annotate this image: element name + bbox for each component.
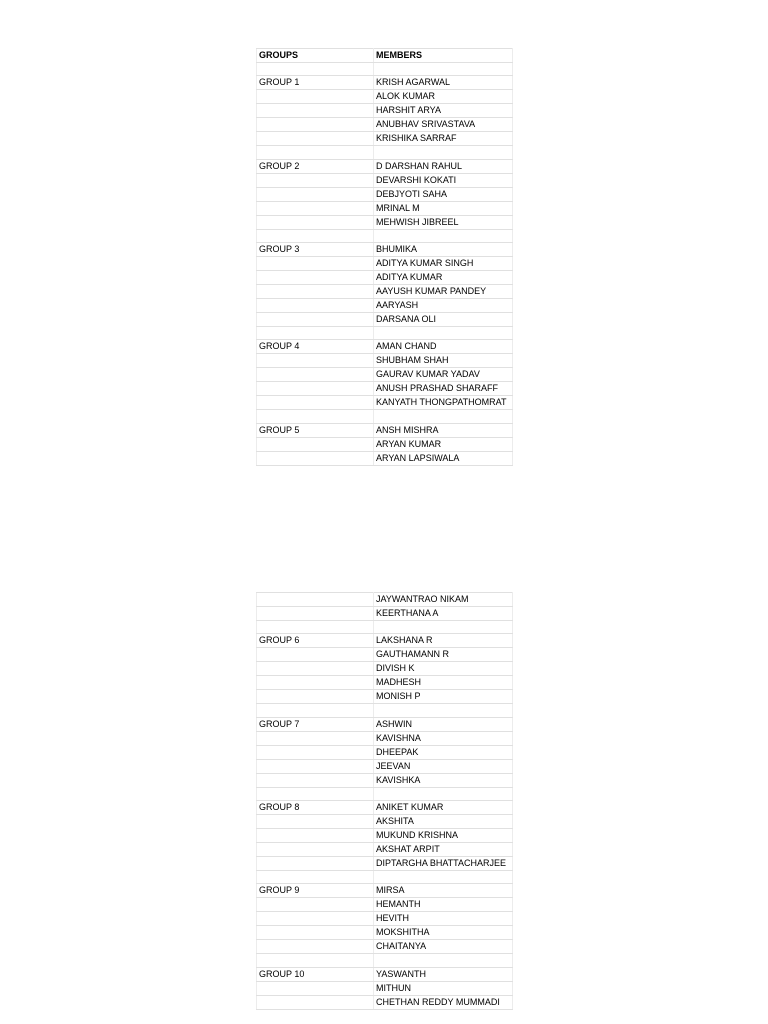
table-row bbox=[257, 648, 513, 662]
member-cell: HARSHIT ARYA bbox=[374, 104, 513, 118]
member-cell: DARSANA OLI bbox=[374, 313, 513, 327]
member-cell: MUKUND KRISHNA bbox=[374, 829, 513, 843]
group-cell bbox=[257, 437, 374, 451]
table-row bbox=[257, 871, 513, 884]
group-cell bbox=[257, 299, 374, 313]
group-cell bbox=[257, 593, 374, 607]
table-row bbox=[257, 829, 513, 843]
group-cell: GROUP 9 bbox=[257, 884, 374, 898]
member-cell: ALOK KUMAR bbox=[374, 90, 513, 104]
group-cell bbox=[257, 229, 374, 242]
member-cell: JEEVAN bbox=[374, 759, 513, 773]
table-row bbox=[257, 676, 513, 690]
table-row bbox=[257, 912, 513, 926]
group-cell bbox=[257, 940, 374, 954]
group-cell bbox=[257, 396, 374, 410]
member-cell: ADITYA KUMAR bbox=[374, 271, 513, 285]
group-cell bbox=[257, 90, 374, 104]
group-cell: GROUP 7 bbox=[257, 717, 374, 731]
member-cell: CHAITANYA bbox=[374, 940, 513, 954]
group-cell: GROUP 10 bbox=[257, 967, 374, 981]
member-cell bbox=[374, 954, 513, 967]
groups-table-body bbox=[257, 593, 513, 1010]
group-cell: GROUP 1 bbox=[257, 76, 374, 90]
table-row bbox=[257, 159, 513, 173]
member-cell: MITHUN bbox=[374, 981, 513, 995]
group-cell bbox=[257, 773, 374, 787]
member-cell: BHUMIKA bbox=[374, 243, 513, 257]
group-cell bbox=[257, 215, 374, 229]
table-row bbox=[257, 76, 513, 90]
group-cell bbox=[257, 146, 374, 159]
member-cell: KAVISHKA bbox=[374, 773, 513, 787]
member-cell: LAKSHANA R bbox=[374, 634, 513, 648]
table-row bbox=[257, 717, 513, 731]
groups-column-header: GROUPS bbox=[257, 49, 374, 63]
table-row bbox=[257, 773, 513, 787]
group-cell bbox=[257, 354, 374, 368]
table-row bbox=[257, 271, 513, 285]
table-row bbox=[257, 63, 513, 76]
member-cell bbox=[374, 229, 513, 242]
group-cell bbox=[257, 621, 374, 634]
table-row bbox=[257, 787, 513, 800]
table-row bbox=[257, 801, 513, 815]
group-cell bbox=[257, 648, 374, 662]
table-row bbox=[257, 731, 513, 745]
group-cell bbox=[257, 871, 374, 884]
table-row bbox=[257, 940, 513, 954]
member-cell: DIVISH K bbox=[374, 662, 513, 676]
groups-table-page-2 bbox=[256, 592, 513, 1010]
member-cell: KANYATH THONGPATHOMRAT bbox=[374, 396, 513, 410]
member-cell: JAYWANTRAO NIKAM bbox=[374, 593, 513, 607]
member-cell bbox=[374, 327, 513, 340]
member-cell: MRINAL M bbox=[374, 201, 513, 215]
table-row bbox=[257, 898, 513, 912]
group-cell bbox=[257, 898, 374, 912]
member-cell bbox=[374, 621, 513, 634]
group-cell bbox=[257, 104, 374, 118]
table-row bbox=[257, 299, 513, 313]
member-cell: MEHWISH JIBREEL bbox=[374, 215, 513, 229]
table-row bbox=[257, 382, 513, 396]
table-row bbox=[257, 187, 513, 201]
group-cell bbox=[257, 187, 374, 201]
member-cell: KAVISHNA bbox=[374, 731, 513, 745]
group-cell bbox=[257, 451, 374, 465]
table-row bbox=[257, 995, 513, 1009]
member-cell bbox=[374, 787, 513, 800]
table-row bbox=[257, 981, 513, 995]
member-cell bbox=[374, 704, 513, 717]
member-cell: MADHESH bbox=[374, 676, 513, 690]
table-row bbox=[257, 146, 513, 159]
group-cell bbox=[257, 173, 374, 187]
group-cell: GROUP 5 bbox=[257, 423, 374, 437]
group-cell bbox=[257, 132, 374, 146]
group-cell bbox=[257, 285, 374, 299]
member-cell: SHUBHAM SHAH bbox=[374, 354, 513, 368]
table-row bbox=[257, 423, 513, 437]
table-row bbox=[257, 662, 513, 676]
group-cell bbox=[257, 829, 374, 843]
member-cell: MONISH P bbox=[374, 690, 513, 704]
table-row bbox=[257, 132, 513, 146]
group-cell bbox=[257, 368, 374, 382]
table-row bbox=[257, 451, 513, 465]
member-cell: GAURAV KUMAR YADAV bbox=[374, 368, 513, 382]
group-cell: GROUP 8 bbox=[257, 801, 374, 815]
member-cell: ANUSH PRASHAD SHARAFF bbox=[374, 382, 513, 396]
table-row bbox=[257, 410, 513, 423]
member-cell bbox=[374, 146, 513, 159]
group-cell: GROUP 6 bbox=[257, 634, 374, 648]
member-cell: ARYAN LAPSIWALA bbox=[374, 451, 513, 465]
table-row bbox=[257, 354, 513, 368]
member-cell: HEVITH bbox=[374, 912, 513, 926]
table-row bbox=[257, 690, 513, 704]
table-row bbox=[257, 621, 513, 634]
table-row bbox=[257, 201, 513, 215]
member-cell bbox=[374, 410, 513, 423]
member-cell: YASWANTH bbox=[374, 967, 513, 981]
group-cell bbox=[257, 327, 374, 340]
member-cell: D DARSHAN RAHUL bbox=[374, 159, 513, 173]
groups-table-page-1 bbox=[256, 48, 513, 466]
member-cell: DHEEPAK bbox=[374, 745, 513, 759]
table-row bbox=[257, 884, 513, 898]
group-cell: GROUP 3 bbox=[257, 243, 374, 257]
group-cell bbox=[257, 787, 374, 800]
member-cell: AARYASH bbox=[374, 299, 513, 313]
table-row bbox=[257, 704, 513, 717]
member-cell: MIRSA bbox=[374, 884, 513, 898]
group-cell bbox=[257, 271, 374, 285]
member-cell: CHETHAN REDDY MUMMADI bbox=[374, 995, 513, 1009]
table-row bbox=[257, 327, 513, 340]
member-cell: AKSHITA bbox=[374, 815, 513, 829]
member-cell: KEERTHANA A bbox=[374, 607, 513, 621]
group-cell bbox=[257, 843, 374, 857]
table-row bbox=[257, 857, 513, 871]
group-cell bbox=[257, 410, 374, 423]
group-cell bbox=[257, 815, 374, 829]
table-row bbox=[257, 607, 513, 621]
table-row bbox=[257, 90, 513, 104]
member-cell: ASHWIN bbox=[374, 717, 513, 731]
group-cell bbox=[257, 704, 374, 717]
table-row bbox=[257, 759, 513, 773]
table-row bbox=[257, 843, 513, 857]
member-cell: GAUTHAMANN R bbox=[374, 648, 513, 662]
member-cell: KRISHIKA SARRAF bbox=[374, 132, 513, 146]
table-row bbox=[257, 967, 513, 981]
member-cell: ANIKET KUMAR bbox=[374, 801, 513, 815]
table-row bbox=[257, 173, 513, 187]
group-cell bbox=[257, 981, 374, 995]
table-row bbox=[257, 926, 513, 940]
members-column-header: MEMBERS bbox=[374, 49, 513, 63]
member-cell: AKSHAT ARPIT bbox=[374, 843, 513, 857]
member-cell: ANUBHAV SRIVASTAVA bbox=[374, 118, 513, 132]
group-cell bbox=[257, 201, 374, 215]
group-cell bbox=[257, 912, 374, 926]
group-cell bbox=[257, 926, 374, 940]
group-cell bbox=[257, 63, 374, 76]
group-cell bbox=[257, 690, 374, 704]
group-cell bbox=[257, 731, 374, 745]
group-cell: GROUP 4 bbox=[257, 340, 374, 354]
table-row bbox=[257, 257, 513, 271]
table-row bbox=[257, 104, 513, 118]
group-cell bbox=[257, 676, 374, 690]
table-row bbox=[257, 340, 513, 354]
member-cell: ADITYA KUMAR SINGH bbox=[374, 257, 513, 271]
table-row bbox=[257, 815, 513, 829]
member-cell bbox=[374, 871, 513, 884]
table-row bbox=[257, 243, 513, 257]
member-cell: DEBJYOTI SAHA bbox=[374, 187, 513, 201]
group-cell bbox=[257, 257, 374, 271]
group-cell: GROUP 2 bbox=[257, 159, 374, 173]
table-row bbox=[257, 954, 513, 967]
group-cell bbox=[257, 118, 374, 132]
table-row bbox=[257, 229, 513, 242]
group-cell bbox=[257, 313, 374, 327]
table-row bbox=[257, 593, 513, 607]
groups-table-body bbox=[257, 49, 513, 466]
member-cell: DEVARSHI KOKATI bbox=[374, 173, 513, 187]
member-cell: AMAN CHAND bbox=[374, 340, 513, 354]
table-row bbox=[257, 634, 513, 648]
table-row bbox=[257, 285, 513, 299]
group-cell bbox=[257, 995, 374, 1009]
table-row bbox=[257, 118, 513, 132]
group-cell bbox=[257, 759, 374, 773]
member-cell: KRISH AGARWAL bbox=[374, 76, 513, 90]
table-row bbox=[257, 396, 513, 410]
group-cell bbox=[257, 662, 374, 676]
group-cell bbox=[257, 382, 374, 396]
group-cell bbox=[257, 857, 374, 871]
group-cell bbox=[257, 607, 374, 621]
table-header-row bbox=[257, 49, 513, 63]
table-row bbox=[257, 437, 513, 451]
table-row bbox=[257, 368, 513, 382]
member-cell: HEMANTH bbox=[374, 898, 513, 912]
member-cell: DIPTARGHA BHATTACHARJEE bbox=[374, 857, 513, 871]
table-row bbox=[257, 313, 513, 327]
member-cell bbox=[374, 63, 513, 76]
group-cell bbox=[257, 954, 374, 967]
table-row bbox=[257, 745, 513, 759]
group-cell bbox=[257, 745, 374, 759]
member-cell: MOKSHITHA bbox=[374, 926, 513, 940]
member-cell: AAYUSH KUMAR PANDEY bbox=[374, 285, 513, 299]
member-cell: ANSH MISHRA bbox=[374, 423, 513, 437]
member-cell: ARYAN KUMAR bbox=[374, 437, 513, 451]
table-row bbox=[257, 215, 513, 229]
